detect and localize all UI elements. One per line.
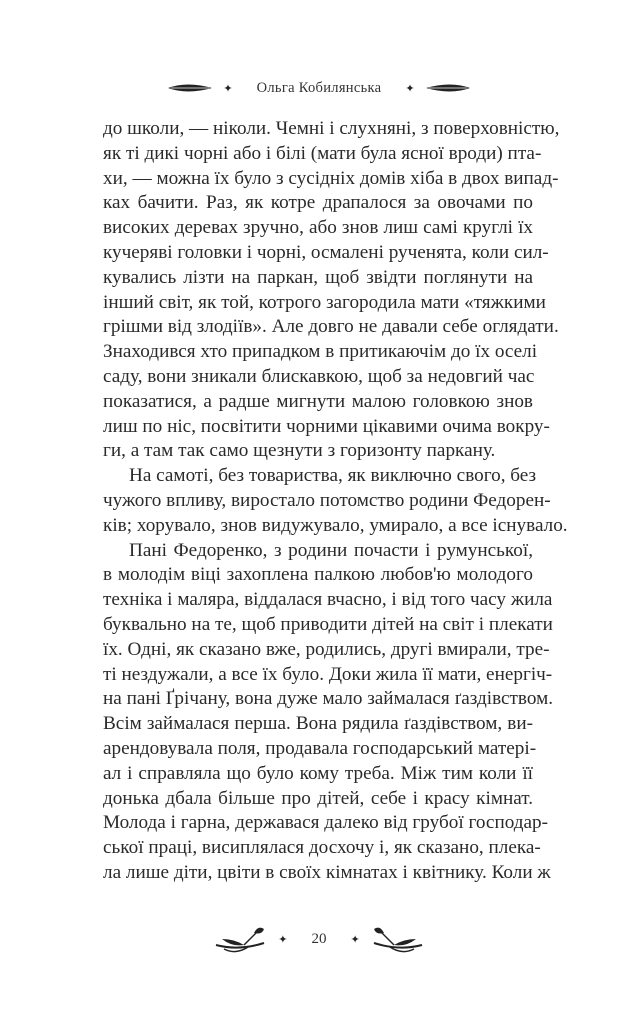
flower-ornament-icon	[370, 925, 424, 953]
text-line: ської праці, висиплялася досхочу і, як сказано, плека-	[103, 837, 541, 859]
text-line: буквально на те, щоб приводити дітей на світ і плекати	[103, 613, 553, 635]
text-line: до школи, — ніколи. Чемні і слухняні, з поверховністю,	[103, 118, 560, 139]
text-line: інший світ, як той, котрого загородила мати «тяжкими	[103, 291, 546, 313]
diamond-star-icon: ✦	[405, 82, 415, 95]
text-line: лиш по ніс, посвітити чорними цікавими очима вокру-	[103, 415, 550, 437]
text-line: в молодім віці захоплена палкою любов'ю молодого	[103, 564, 533, 586]
leaf-ornament-icon	[167, 82, 213, 94]
text-line: техніка і маляра, віддалася вчасно, і від того часу жила	[103, 589, 553, 611]
text-line: кучеряві головки і чорні, осмалені рученята, коли сил-	[103, 241, 549, 263]
text-line: ла лише діти, цвіти в своїх кімнатах і квітнику. Коли ж	[103, 861, 551, 883]
text-line: саду, вони зникали блискавкою, щоб за недовгий час	[103, 365, 535, 387]
text-line: ги, а там так само щезнути з горизонту паркану.	[103, 440, 496, 462]
text-line: їх. Одні, як сказано вже, родились, другі вмирали, тре-	[103, 638, 550, 660]
text-line: ків; хорувало, знов видужувало, умирало, а все існувало.	[103, 514, 568, 536]
page-footer	[0, 924, 638, 954]
flower-ornament-icon	[214, 925, 268, 953]
diamond-star-icon: ✦	[350, 933, 360, 946]
page-number: 20	[311, 930, 327, 947]
diamond-star-icon: ✦	[278, 933, 288, 946]
text-line: ал і справляла що було кому треба. Між тим коли її	[103, 762, 533, 784]
text-line: як ті дикі чорні або і білі (мати була ясної вроди) пта-	[103, 142, 542, 164]
text-line: на пані Ґрічану, вона дуже мало займалася ґаздівством.	[103, 688, 554, 710]
text-line: грішми від злодіїв». Але довго не давали себе оглядати.	[103, 316, 559, 338]
running-header	[0, 76, 638, 100]
leaf-ornament-icon	[425, 82, 471, 94]
text-line: ті нездужали, а все їх було. Доки жила її мати, енергіч-	[103, 663, 553, 685]
author-name: Ольга Кобилянська	[256, 79, 382, 96]
body-text	[103, 117, 568, 886]
text-line: високих деревах зручно, або знов лиш самі круглі їх	[103, 217, 533, 239]
text-line: чужого впливу, виростало потомство родини Федорен-	[103, 489, 551, 511]
text-line: ках бачити. Раз, як котре драпалося за овочами по	[103, 192, 533, 214]
diamond-star-icon: ✦	[223, 82, 233, 95]
text-line: На самоті, без товариства, як виключно свого, без	[129, 465, 537, 487]
text-line: кувались лізти на паркан, щоб звідти поглянути на	[103, 266, 533, 288]
text-line: показатися, а радше мигнути малою головкою знов	[103, 390, 533, 412]
text-line: Пані Федоренко, з родини почасти і румунської,	[129, 539, 533, 561]
text-line: донька дбала більше про дітей, себе і красу кімнат.	[103, 787, 533, 809]
text-line: хи, — можна їх було з сусідніх домів хіба в двох випад-	[103, 167, 559, 189]
text-line: арендовувала поля, продавала господарський матері-	[103, 737, 537, 759]
text-line: Знаходився хто припадком в притикаючім до їх оселі	[103, 341, 538, 363]
text-line: Всім займалася перша. Вона рядила ґаздівством, ви-	[103, 713, 533, 735]
text-line: Молода і гарна, державася далеко від грубої господар-	[103, 812, 549, 834]
